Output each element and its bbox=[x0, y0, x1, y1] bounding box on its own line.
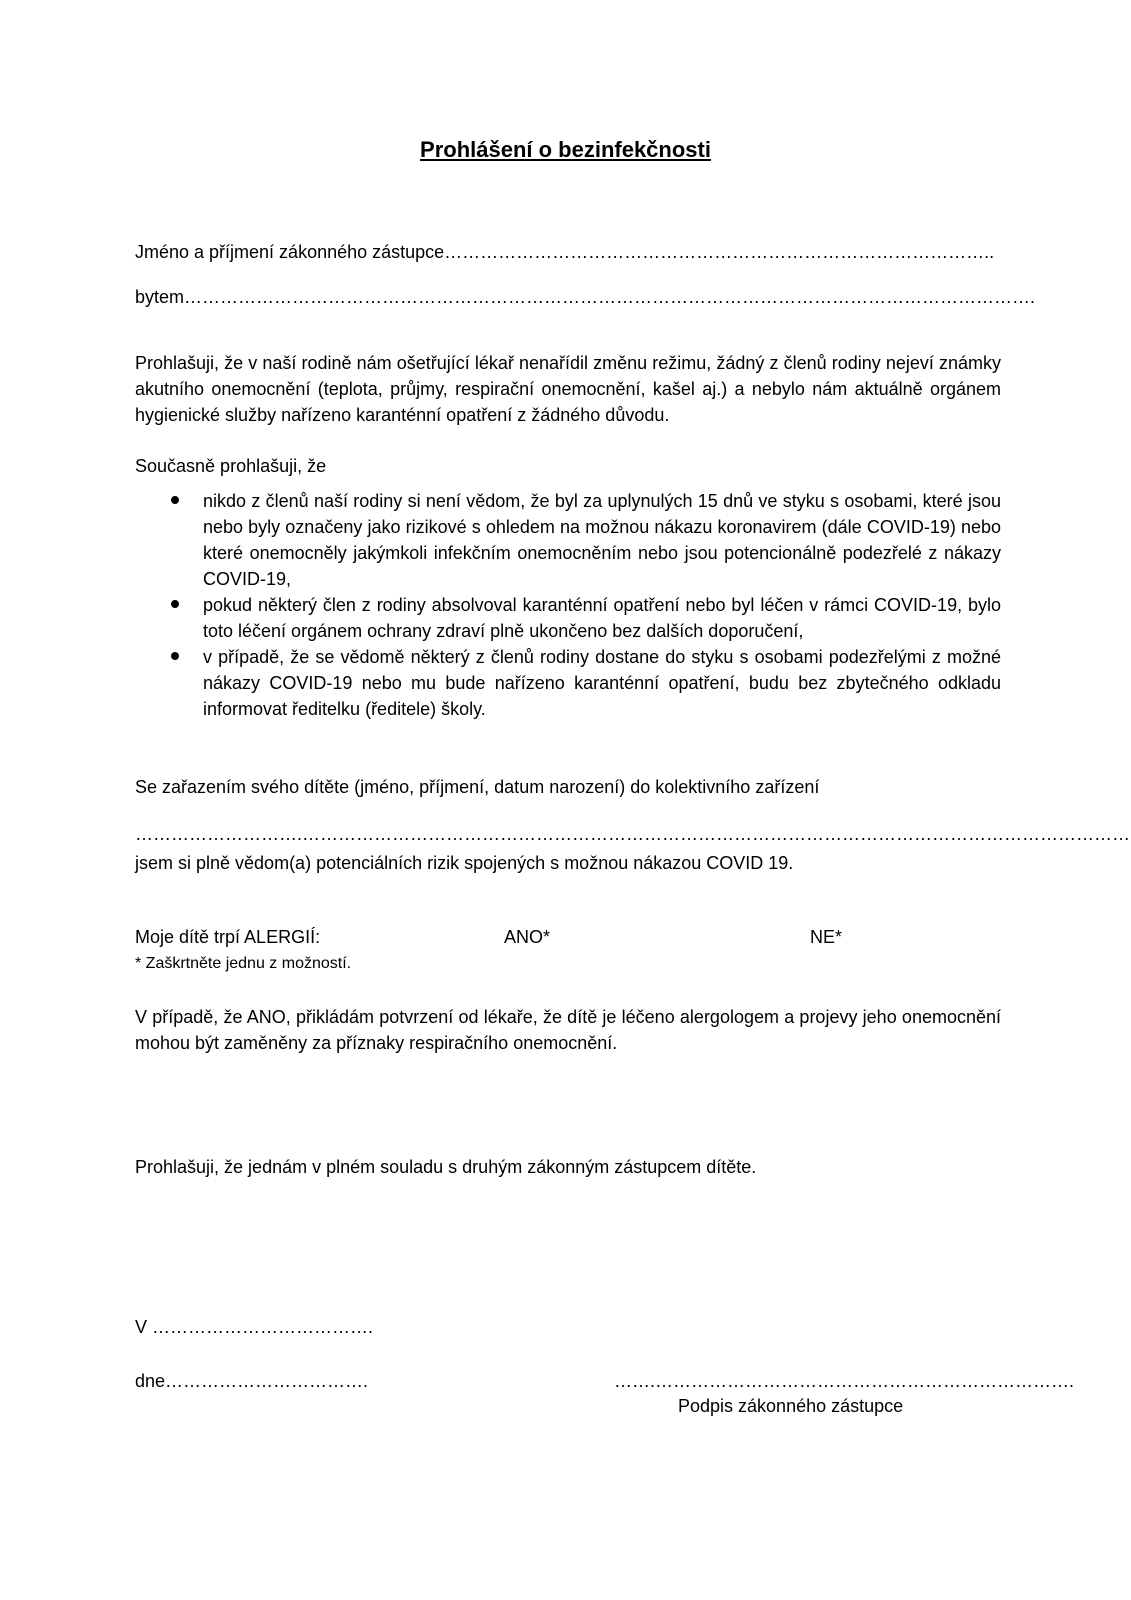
also-declare-intro: Současně prohlašuji, že bbox=[135, 456, 327, 476]
guardian-name-field: Jméno a příjmení zákonného zástupce……………………………………………………………………………….. bbox=[135, 242, 995, 262]
list-item bbox=[135, 592, 1001, 644]
bullet-icon bbox=[171, 496, 179, 504]
date-field: dne……………………………. bbox=[135, 1371, 369, 1391]
bullet-icon bbox=[171, 652, 179, 660]
list-item-text: v případě, že se vědomě některý z členů rodiny dostane do styku s osobami podezřelými z možné nákazy COVID-19 nebo mu bude nařízeno karanténní opatření, budu bez zbytečného odkladu informovat ředitelku (ředitele) školy. bbox=[203, 647, 1001, 719]
declaration-list bbox=[135, 488, 1001, 722]
child-name-field: ……………………….………………………………………………………………………………………………………………………… bbox=[135, 824, 1131, 844]
allergy-yes-option: ANO* bbox=[504, 927, 551, 947]
bullet-icon bbox=[171, 600, 179, 608]
child-enrollment-text: Se zařazením svého dítěte (jméno, příjmení, datum narození) do kolektivního zařízení bbox=[135, 777, 820, 797]
place-field: V ………………………………. bbox=[135, 1317, 374, 1337]
signature-label: Podpis zákonného zástupce bbox=[678, 1396, 904, 1416]
declaration-paragraph: Prohlašuji, že v naší rodině nám ošetřující lékař nenařídil změnu režimu, žádný z členů rodiny nejeví známky akutního onemocnění (teplota, průjmy, respirační onemocnění, kašel aj.) a nebylo nám aktuálně orgánem hygienické služby nařízeno karanténní opatření z žádného důvodu. bbox=[135, 353, 1001, 425]
list-item bbox=[135, 488, 1001, 592]
list-item-text: nikdo z členů naší rodiny si není vědom, že byl za uplynulých 15 dnů ve styku s osobami, které jsou nebo byly označeny jako rizikové s ohledem na možnou nákazu koronavirem (dále COVID-19) nebo které onemocněly jakýmkoli infekčním onemocněním nebo jsou potencionálně podezřelé z nákazy COVID-19, bbox=[203, 491, 1001, 589]
list-item-text: pokud některý člen z rodiny absolvoval karanténní opatření nebo byl léčen v rámci COVID-19, bylo toto léčení orgánem ochrany zdraví plně ukončeno bez dalších doporučení, bbox=[203, 595, 1001, 641]
signature-line: …….……………………………………………………………. bbox=[614, 1371, 1075, 1391]
allergy-label: Moje dítě trpí ALERGIÍ: bbox=[135, 927, 321, 947]
page-title: Prohlášení o bezinfekčnosti bbox=[420, 137, 711, 162]
agreement-text: Prohlašuji, že jednám v plném souladu s druhým zákonným zástupcem dítěte. bbox=[135, 1157, 757, 1177]
address-field: bytem……………………………………………………………………………………………………………………………. bbox=[135, 287, 1036, 307]
allergy-paragraph: V případě, že ANO, přikládám potvrzení od lékaře, že dítě je léčeno alergologem a projevy jeho onemocnění mohou být zaměněny za příznaky respiračního onemocnění. bbox=[135, 1007, 1001, 1053]
list-item bbox=[135, 644, 1001, 722]
allergy-footnote: * Zaškrtněte jednu z možností. bbox=[135, 955, 352, 972]
risk-awareness-text: jsem si plně vědom(a) potenciálních rizik spojených s možnou nákazou COVID 19. bbox=[135, 853, 794, 873]
allergy-no-option: NE* bbox=[810, 927, 843, 947]
